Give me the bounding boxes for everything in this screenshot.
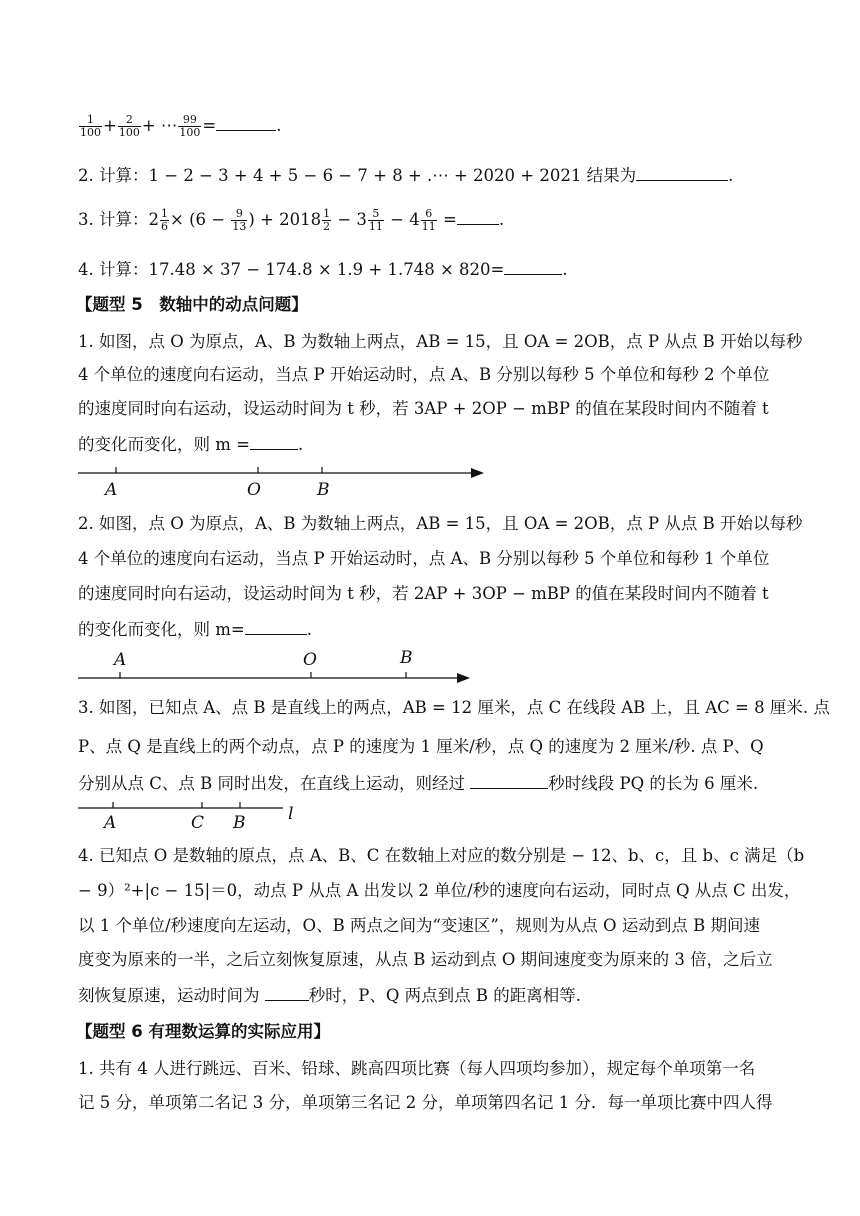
- section-5-heading: 【题型 5 数轴中的动点问题】: [76, 295, 308, 314]
- point-label: C: [191, 813, 205, 833]
- p5-2-line: 的速度同时向右运动，设运动时间为 t 秒，若 2AP + 3OP − mBP 的值在某段时间内不随着 t: [78, 584, 769, 603]
- p5-4-line: 4. 已知点 O 是数轴的原点，点 A、B、C 在数轴上对应的数分别是 − 12、b、c，且 b、c 满足（b: [78, 846, 805, 865]
- answer-blank[interactable]: [265, 984, 309, 1001]
- q2-line: 2. 计算：1 − 2 − 3 + 4 + 5 − 6 − 7 + 8 + .⋯ + 2020 + 2021 结果为 .: [78, 166, 734, 185]
- p5-4-line: 以 1 个单位/秒速度向左运动，O、B 两点之间为“变速区”，规则为从点 O 运动到点 B 期间速: [78, 916, 760, 935]
- point-label: B: [400, 648, 413, 668]
- p6-1-line: 1. 共有 4 人进行跳远、百米、铅球、跳高四项比赛（每人四项均参加），规定每个单项第一名: [78, 1059, 756, 1078]
- q1-fraction-sum: $\frac{1}{100}$ + $\frac{2}{100}$ + ⋯ $\frac{99}{100}$ = .: [80, 113, 282, 139]
- point-label: A: [104, 813, 117, 833]
- point-label: B: [233, 813, 246, 833]
- fraction: $\frac{99}{100}$: [179, 113, 201, 139]
- p6-1-line: 记 5 分，单项第二名记 3 分，单项第三名记 2 分，单项第四名记 1 分．每一单项比赛中四人得: [78, 1093, 773, 1112]
- p5-1-line: 4 个单位的速度向右运动，当点 P 开始运动时，点 A、B 分别以每秒 5 个单位和每秒 2 个单位: [78, 365, 770, 384]
- number-line-figure-1: [78, 467, 484, 500]
- p5-1-line: 1. 如图，点 O 为原点，A、B 为数轴上两点，AB = 15，且 OA = 2OB，点 P 从点 B 开始以每秒: [78, 332, 803, 351]
- p5-4-line: − 9）²+|c − 15|＝0，动点 P 从点 A 出发以 2 单位/秒的速度向右运动，同时点 Q 从点 C 出发，: [78, 881, 801, 900]
- arrow-icon: [471, 468, 484, 478]
- p5-3-line: P、点 Q 是直线上的两个动点，点 P 的速度为 1 厘米/秒，点 Q 的速度为 2 厘米/秒. 点 P、Q: [78, 737, 764, 756]
- p5-2-line: 4 个单位的速度向右运动，当点 P 开始运动时，点 A、B 分别以每秒 5 个单位和每秒 1 个单位: [78, 549, 770, 568]
- point-label: A: [105, 480, 118, 500]
- answer-blank[interactable]: [245, 618, 307, 635]
- point-label: O: [303, 650, 317, 670]
- p5-3-line: 分别从点 C、点 B 同时出发，在直线上运动，则经过 秒时线段 PQ 的长为 6 厘米.: [78, 774, 759, 793]
- fraction: $\frac{2}{100}$: [118, 113, 140, 139]
- fraction: $\frac{1}{100}$: [80, 113, 101, 139]
- number-line-figure-2: [78, 648, 470, 683]
- p5-3-line: 3. 如图，已知点 A、点 B 是直线上的两点，AB = 12 厘米，点 C 在线段 AB 上，且 AC = 8 厘米. 点: [78, 698, 830, 717]
- p5-1-line: 的变化而变化，则 m = .: [78, 435, 304, 454]
- p5-4-line: 度变为原来的一半，之后立刻恢复原速，从点 B 运动到点 O 期间速度变为原来的 3 倍，之后立: [78, 950, 773, 969]
- p5-2-line: 的变化而变化，则 m= .: [78, 620, 312, 639]
- answer-blank[interactable]: [470, 772, 548, 789]
- q4-line: 4. 计算：17.48 × 37 − 174.8 × 1.9 + 1.748 × 820= .: [78, 260, 568, 279]
- p5-2-line: 2. 如图，点 O 为原点，A、B 为数轴上两点，AB = 15，且 OA = 2OB，点 P 从点 B 开始以每秒: [78, 514, 803, 533]
- point-label: O: [247, 480, 261, 500]
- point-label: B: [317, 480, 330, 500]
- line-segment-figure-3: [78, 802, 293, 833]
- p5-1-line: 的速度同时向右运动，设运动时间为 t 秒，若 3AP + 2OP − mBP 的值在某段时间内不随着 t: [78, 399, 769, 418]
- section-6-heading: 【题型 6 有理数运算的实际应用】: [76, 1022, 330, 1041]
- q3-line: 3. 计算：2 $\frac{1}{6}$ × (6 − $\frac{9}{13}$ ) + 2018 $\frac{1}{2}$ − 3 $\frac{5}{11}$ − 4 $\frac{6}{11}$ = .: [78, 207, 505, 233]
- line-label: l: [288, 804, 294, 824]
- arrow-icon: [457, 673, 470, 683]
- p5-4-line: 刻恢复原速，运动时间为 秒时，P、Q 两点到点 B 的距离相等.: [78, 986, 581, 1005]
- point-label: A: [114, 650, 127, 670]
